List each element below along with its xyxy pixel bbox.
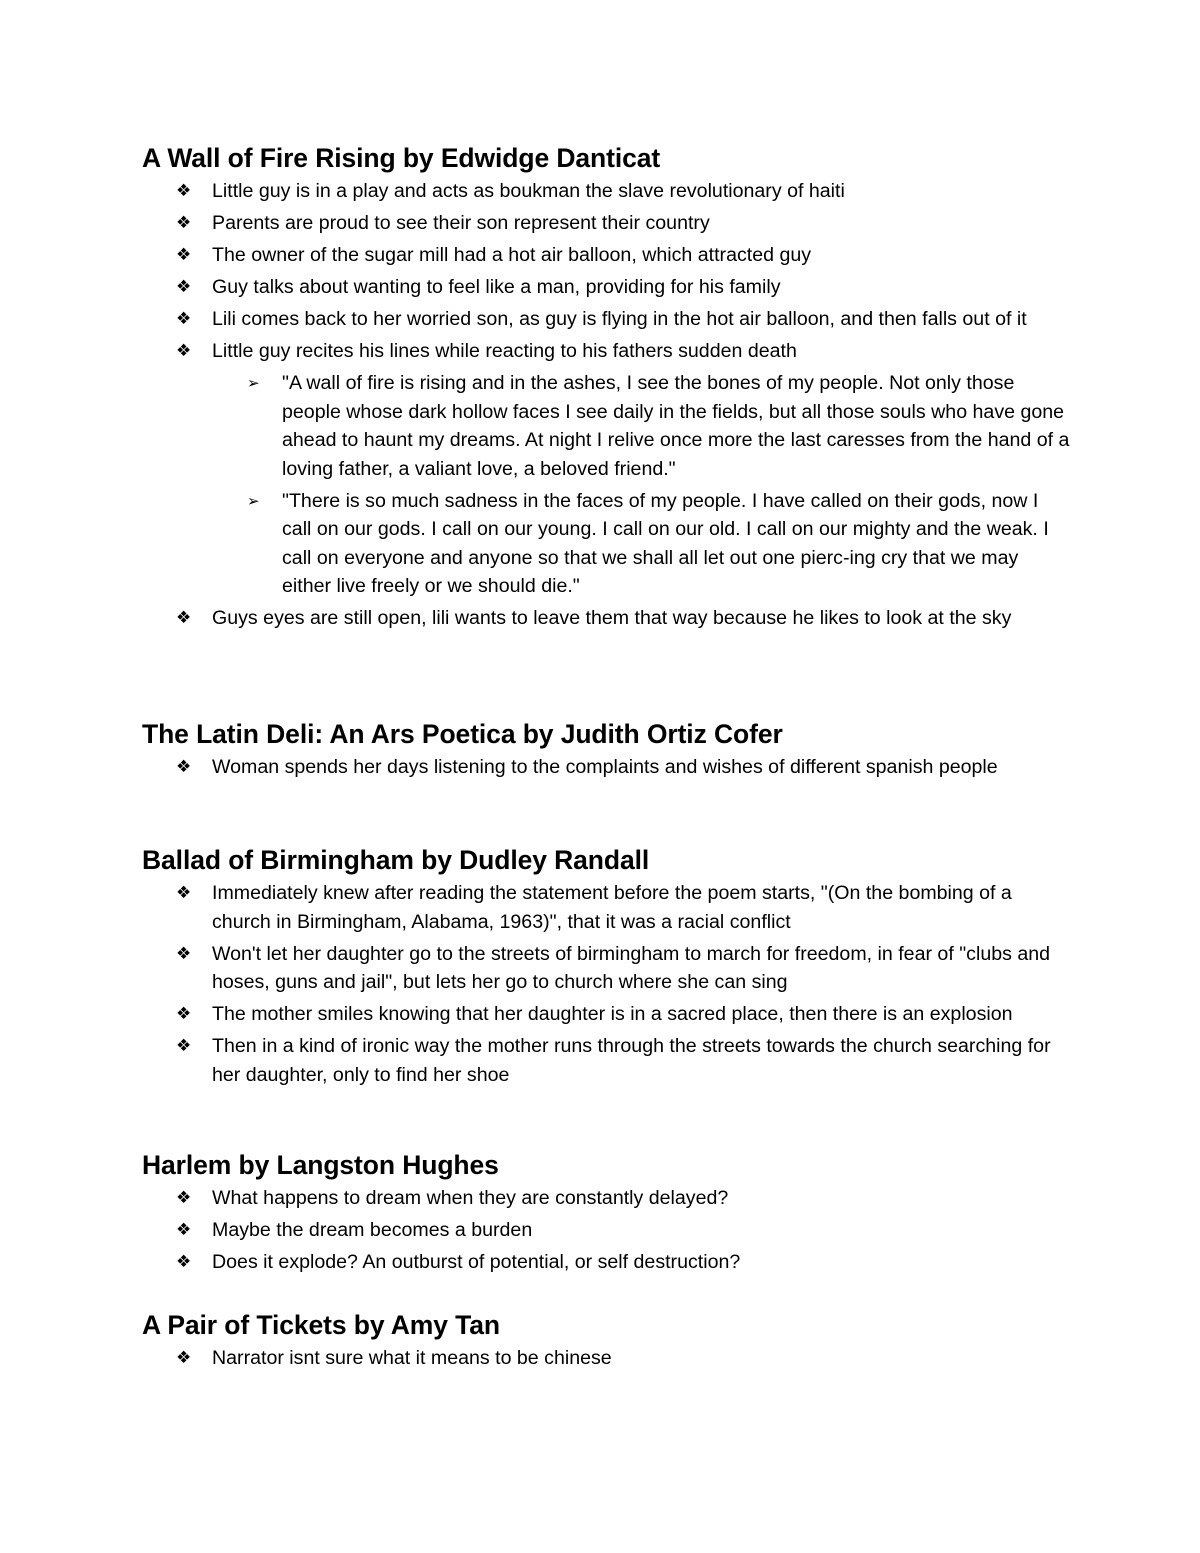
list-item: ❖ Little guy is in a play and acts as boukman the slave revolutionary of haiti [142,177,1072,206]
diamond-bullet-icon: ❖ [176,1220,192,1240]
list-item: ❖ Does it explode? An outburst of potential, or self destruction? [142,1248,1072,1277]
diamond-bullet-icon: ❖ [176,943,192,964]
diamond-bullet-icon: ❖ [176,341,192,361]
diamond-bullet-icon: ❖ [176,1004,192,1024]
list-item: ❖ Woman spends her days listening to the complaints and wishes of different spanish people [142,753,1072,782]
diamond-bullet-icon: ❖ [176,309,192,329]
list-item: ❖ Narrator isnt sure what it means to be chinese [142,1344,1072,1373]
bullet-list [142,879,1072,1089]
diamond-bullet-icon: ❖ [176,883,192,903]
list-item: ❖ Maybe the dream becomes a burden [142,1216,1072,1245]
section-heading: A Wall of Fire Rising by Edwidge Danticat [142,143,661,173]
list-item: ❖ The mother smiles knowing that her daughter is in a sacred place, then there is an explosion [142,1000,1072,1029]
section-latin-deli [142,718,1072,782]
list-item: ❖ The owner of the sugar mill had a hot air balloon, which attracted guy [142,241,1072,270]
list-item: ❖ Won't let her daughter go to the streets of birmingham to march for freedom, in fear of "clubs and hoses, guns and jail", but lets her go to church where she can sing [142,940,1072,997]
section-harlem [142,1149,1072,1277]
section-heading: A Pair of Tickets by Amy Tan [142,1310,501,1340]
diamond-bullet-icon: ❖ [176,757,192,777]
diamond-bullet-icon: ❖ [176,181,192,201]
section-heading: Ballad of Birmingham by Dudley Randall [142,845,650,875]
list-item: ❖ Guys eyes are still open, lili wants to leave them that way because he likes to look at the sky [142,604,1072,633]
diamond-bullet-icon: ❖ [176,213,192,233]
diamond-bullet-icon: ❖ [176,1188,192,1208]
diamond-bullet-icon: ❖ [176,1252,192,1272]
quote-item: ➢ "There is so much sadness in the faces of my people. I have called on their gods, now I call on our gods. I call on our young. I call on our old. I call on our mighty and the weak. I call on everyone and anyone so that we shall all let out one pierc-ing cry that we may either live freely or we should die." [212,487,1072,601]
diamond-bullet-icon: ❖ [176,608,192,628]
bullet-list [142,753,1072,782]
bullet-list [142,177,1072,633]
list-item: ❖ Guy talks about wanting to feel like a man, providing for his family [142,273,1072,302]
section-heading: The Latin Deli: An Ars Poetica by Judith Ortiz Cofer [142,719,783,749]
list-item: ❖ Little guy recites his lines while reacting to his fathers sudden death ➢ "A wall of fire is rising and in the ashes, I see the bones of my people. Not only those people whose dark hollow faces I see daily in the fields, but all those souls who have gone ahead to haunt my dreams. At night I relive once more the last caresses from the hand of a loving father, a valiant love, a beloved friend." ➢ "There is so much sadness in the faces of my people. I have called on their gods, now I call on our gods. I call on our young. I call on our old. I call on our mighty and the weak. I call on everyone and anyone so that we shall all let out one pierc-ing cry that we may either live freely or we should die." [142,337,1072,601]
bullet-list [142,1184,1072,1277]
quote-item: ➢ "A wall of fire is rising and in the ashes, I see the bones of my people. Not only those people whose dark hollow faces I see daily in the fields, but all those souls who have gone ahead to haunt my dreams. At night I relive once more the last caresses from the hand of a loving father, a valiant love, a beloved friend." [212,369,1072,483]
section-wall-of-fire [142,142,1072,633]
section-heading: Harlem by Langston Hughes [142,1150,499,1180]
section-ballad-of-birmingham [142,844,1072,1089]
diamond-bullet-icon: ❖ [176,277,192,297]
quote-list [212,369,1072,601]
list-item: ❖ Then in a kind of ironic way the mother runs through the streets towards the church searching for her daughter, only to find her shoe [142,1032,1072,1089]
arrow-bullet-icon: ➢ [247,374,260,392]
diamond-bullet-icon: ❖ [176,1036,192,1056]
arrow-bullet-icon: ➢ [247,491,260,510]
list-item: ❖ Lili comes back to her worried son, as guy is flying in the hot air balloon, and then falls out of it [142,305,1072,334]
list-item: ❖ Parents are proud to see their son represent their country [142,209,1072,238]
diamond-bullet-icon: ❖ [176,1348,192,1368]
section-pair-of-tickets [142,1309,1072,1373]
bullet-list [142,1344,1072,1373]
list-item: ❖ Immediately knew after reading the statement before the poem starts, "(On the bombing of a church in Birmingham, Alabama, 1963)", that it was a racial conflict [142,879,1072,936]
list-item: ❖ What happens to dream when they are constantly delayed? [142,1184,1072,1213]
diamond-bullet-icon: ❖ [176,245,192,265]
